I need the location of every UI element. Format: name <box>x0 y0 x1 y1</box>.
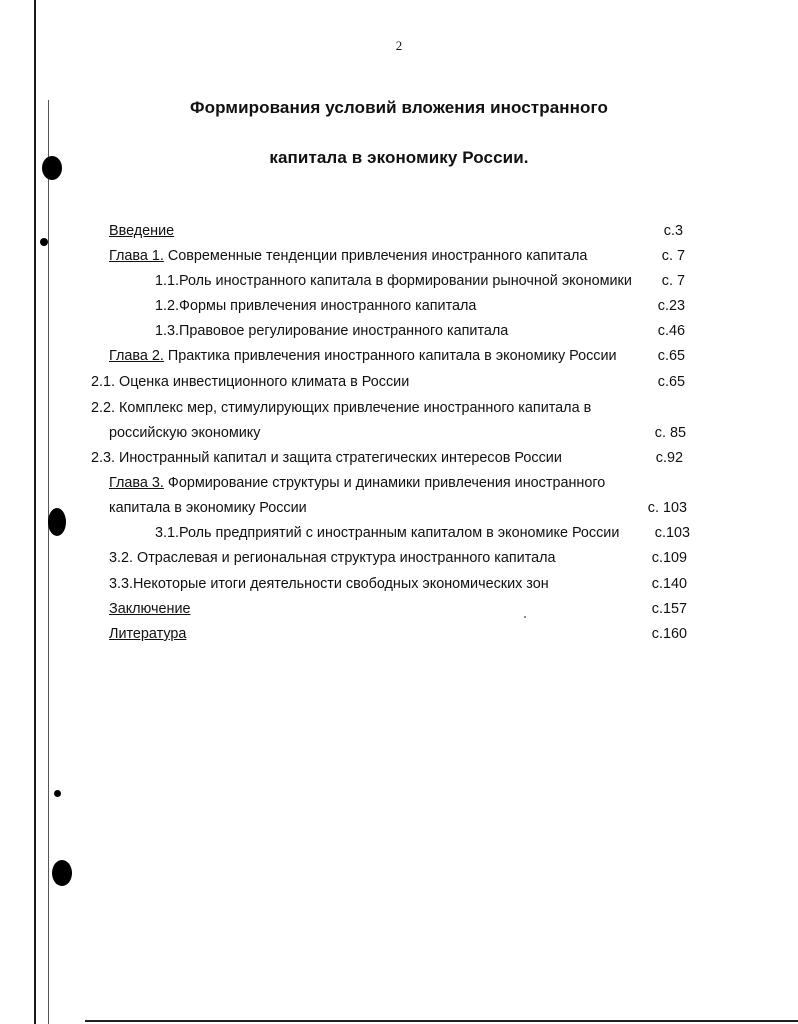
toc-entry-text: 3.2. Отраслевая и региональная структура иностранного капитала <box>109 550 556 566</box>
punch-hole-mark <box>48 508 66 536</box>
toc-entry-page: с. 103 <box>647 500 687 516</box>
toc-entry-text: Формирование структуры и динамики привлечения иностранного <box>167 475 606 491</box>
speck-mark <box>524 616 526 618</box>
toc-chapter-label: Глава 3. <box>109 475 164 491</box>
toc-entry-text: российскую экономику <box>109 425 261 441</box>
toc-entry-page: с.109 <box>651 550 687 566</box>
toc-entry-text: Современные тенденции привлечения иностранного капитала <box>167 248 588 264</box>
toc-entry-text: 2.3. Иностранный капитал и защита стратегических интересов России <box>91 450 562 466</box>
toc-chapter-label: Глава 2. <box>109 348 164 364</box>
toc-entry-page: с.46 <box>657 323 685 339</box>
toc-entry-text: 1.3.Правовое регулирование иностранного капитала <box>155 323 509 339</box>
toc-entry-text: 3.1.Роль предприятий с иностранным капиталом в экономике России <box>155 525 620 541</box>
page-number: 2 <box>395 38 403 53</box>
toc-entry-page: с.157 <box>651 601 687 617</box>
speck-mark <box>40 238 48 246</box>
toc-entry-text: 1.2.Формы привлечения иностранного капитала <box>155 298 477 314</box>
toc-chapter-label: Глава 1. <box>109 248 164 264</box>
binding-shadow-line <box>48 100 49 1024</box>
toc-entry-text: Введение <box>109 223 175 239</box>
punch-hole-mark <box>52 860 72 886</box>
toc-entry-text: Литература <box>109 626 187 642</box>
toc-entry-text: 3.3.Некоторые итоги деятельности свободных экономических зон <box>109 576 549 592</box>
toc-entry-page: с.3 <box>663 223 683 239</box>
speck-mark <box>54 790 61 797</box>
toc-entry-text: Практика привлечения иностранного капитала в экономику России <box>167 348 617 364</box>
title-line-1: Формирования условий вложения иностранного <box>190 98 608 117</box>
toc-entry-text: Заключение <box>109 601 191 617</box>
toc-entry-text: 2.2. Комплекс мер, стимулирующих привлечение иностранного капитала в <box>91 400 592 416</box>
toc-entry-page: с. 7 <box>661 248 685 264</box>
toc-entry-page: с.140 <box>651 576 687 592</box>
title-line-2: капитала в экономику России. <box>269 148 529 167</box>
toc-entry-page: с.160 <box>651 626 687 642</box>
toc-entry-text: капитала в экономику России <box>109 500 307 516</box>
bottom-edge-line <box>85 1020 798 1022</box>
toc-entry-page: с.65 <box>657 348 685 364</box>
toc-entry-page: с.65 <box>657 374 685 390</box>
toc-entry-page: с.103 <box>654 525 690 541</box>
toc-entry-page: с.92 <box>655 450 683 466</box>
toc-entry-page: с. 85 <box>654 425 686 441</box>
toc-entry-page: с. 7 <box>661 273 685 289</box>
toc-entry-text: 1.1.Роль иностранного капитала в формировании рыночной экономики <box>155 273 632 289</box>
toc-entry-page: с.23 <box>657 298 685 314</box>
toc-entry-text: 2.1. Оценка инвестиционного климата в России <box>91 374 410 390</box>
